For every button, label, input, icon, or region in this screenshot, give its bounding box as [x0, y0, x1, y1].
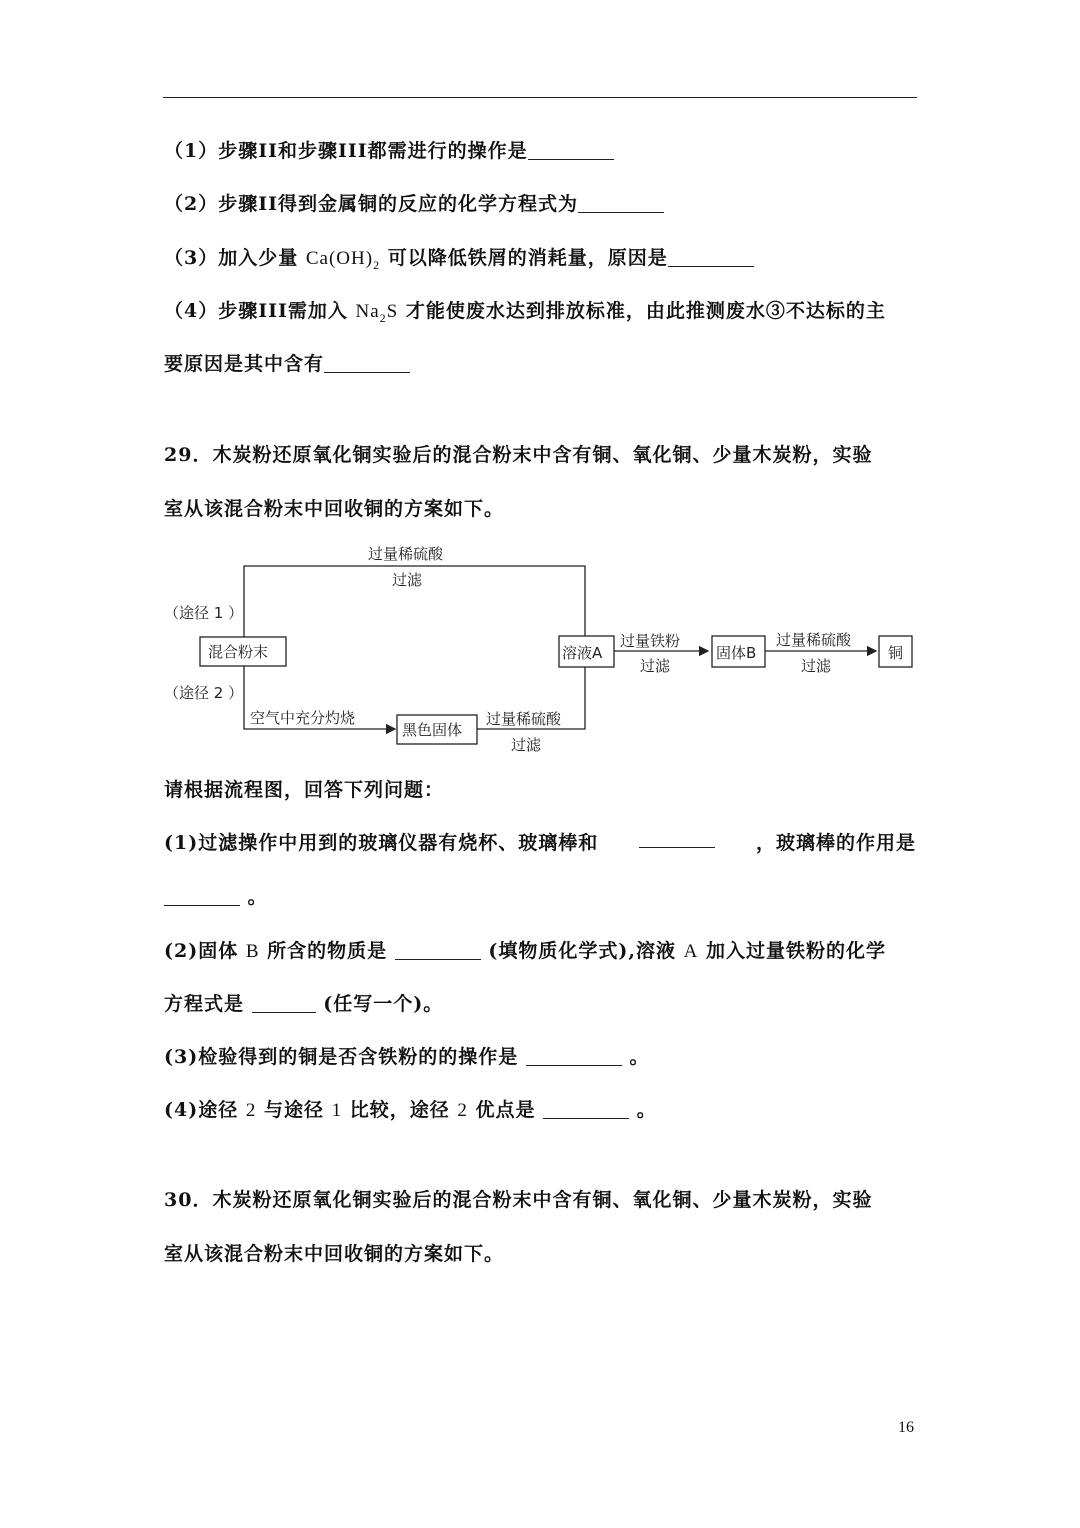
black-solid-label: 黑色固体 — [402, 721, 463, 739]
acid3-reagent-label: 过量稀硫酸 — [486, 710, 562, 728]
q28-part3: （3）加入少量 $Ca(OH)_2$ 可以降低铁屑的消耗量，原因是 — [164, 243, 754, 273]
q29-part4: (4)途径 2 与途径 1 比较，途径 2 优点是 。 — [164, 1099, 657, 1121]
q29-part2-cont: 方程式是 (任写一个)。 — [164, 993, 444, 1015]
q29-intro: 请根据流程图，回答下列问题： — [164, 779, 445, 801]
answer-blank[interactable] — [578, 193, 664, 213]
acid3-filter-label: 过滤 — [511, 736, 542, 754]
q28-part1: （1）步骤II和步骤III都需进行的操作是 — [164, 136, 614, 163]
answer-blank[interactable] — [639, 828, 715, 848]
q30-stem-line1: 30．木炭粉还原氧化铜实验后的混合粉末中含有铜、氧化铜、少量木炭粉，实验 — [164, 1189, 873, 1211]
q28-part2: （2）步骤II得到金属铜的反应的化学方程式为 — [164, 189, 664, 216]
top-filter-label: 过滤 — [392, 571, 423, 589]
copper-label: 铜 — [888, 644, 904, 662]
q29-stem-line1: 29．木炭粉还原氧化铜实验后的混合粉末中含有铜、氧化铜、少量木炭粉，实验 — [164, 444, 873, 466]
mixed-powder-label: 混合粉末 — [208, 643, 269, 661]
acid2-filter-label: 过滤 — [801, 657, 832, 675]
q30-stem-line2: 室从该混合粉末中回收铜的方案如下。 — [164, 1243, 505, 1265]
header-rule — [163, 97, 917, 98]
q29-part2: (2)固体 B 所含的物质是 (填物质化学式),溶液 A 加入过量铁粉的化学 — [164, 940, 887, 962]
q28-part4: （4）步骤III需加入 $Na_2S$ 才能使废水达到排放标准，由此推测废水③不达标的主 — [164, 300, 886, 325]
iron-reagent-label: 过量铁粉 — [620, 632, 681, 650]
answer-blank[interactable] — [668, 247, 754, 267]
acid2-reagent-label: 过量稀硫酸 — [776, 631, 852, 649]
q29-part1-cont: 。 — [164, 882, 268, 909]
q29-part1: (1)过滤操作中用到的玻璃仪器有烧杯、玻璃棒和 ，玻璃棒的作用是 — [164, 828, 916, 855]
route2-label: （途径 2 ） — [164, 684, 244, 702]
q28-part4-cont: 要原因是其中含有 — [164, 349, 410, 376]
answer-blank[interactable] — [395, 940, 481, 960]
answer-blank[interactable] — [252, 993, 316, 1013]
answer-blank[interactable] — [528, 140, 614, 160]
burn-label: 空气中充分灼烧 — [250, 709, 356, 727]
top-reagent-label: 过量稀硫酸 — [368, 545, 444, 563]
recovery-flowchart — [150, 540, 930, 760]
solid-b-label: 固体B — [716, 644, 757, 662]
route1-label: （途径 1 ） — [164, 604, 244, 622]
iron-filter-label: 过滤 — [640, 657, 671, 675]
answer-blank[interactable] — [526, 1046, 622, 1066]
page-number: 16 — [898, 1419, 914, 1436]
solution-a-label: 溶液A — [562, 644, 603, 662]
answer-blank[interactable] — [543, 1099, 629, 1119]
answer-blank[interactable] — [324, 353, 410, 373]
q29-part3: (3)检验得到的铜是否含铁粉的的操作是 。 — [164, 1046, 650, 1068]
q29-stem-line2: 室从该混合粉末中回收铜的方案如下。 — [164, 498, 505, 520]
answer-blank[interactable] — [164, 886, 240, 906]
